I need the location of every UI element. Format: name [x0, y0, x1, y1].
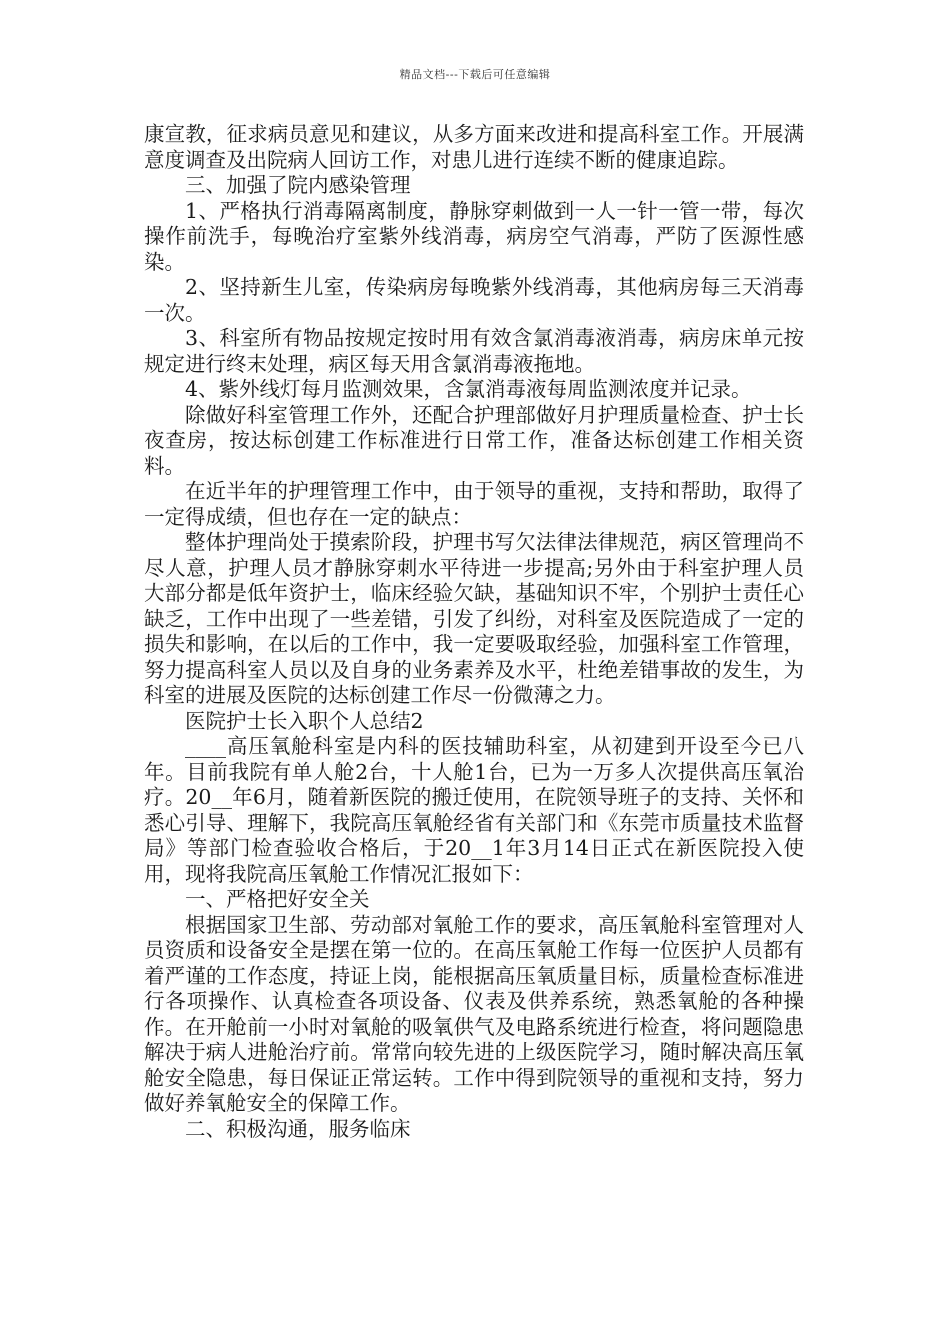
paragraph-9: 整体护理尚处于摸索阶段，护理书写欠法律法律规范，病区管理尚不尽人意，护理人员才静脉穿刺水平待进一步提高;另外由于科室护理人员大部分都是低年资护士，临床经验欠缺，基础知识不牢，个别护士责任心缺乏，工作中出现了一些差错，引发了纠纷，对科室及医院造成了一定的损失和影响，在以后的工作中，我一定要吸取经验，加强科室工作管理，努力提高科室人员以及自身的业务素养及水平，杜绝差错事故的发生，为科室的进展及医院的达标创建工作尽一份微薄之力。 [144, 530, 804, 707]
paragraph-13: 根据国家卫生部、劳动部对氧舱工作的要求，高压氧舱科室管理对人员资质和设备安全是摆在第一位的。在高压氧舱工作每一位医护人员都有着严谨的工作态度，持证上岗，能根据高压氧质量目标，质量检查标准进行各项操作、认真检查各项设备、仪表及供养系统，熟悉氧舱的各种操作。在开舱前一小时对氧舱的吸氧供气及电路系统进行检查，将问题隐患解决于病人进舱治疗前。常常向较先进的上级医院学习，随时解决高压氧舱安全隐患，每日保证正常运转。工作中得到院领导的重视和支持，努力做好养氧舱安全的保障工作。 [144, 912, 804, 1115]
paragraph-8: 在近半年的护理管理工作中，由于领导的重视，支持和帮助，取得了一定得成绩，但也存在一定的缺点： [144, 479, 804, 529]
section-heading-communication: 二、积极沟通，服务临床 [185, 1116, 411, 1141]
section-heading-infection-control: 三、加强了院内感染管理 [185, 173, 411, 197]
section-heading-safety: 一、严格把好安全关 [185, 887, 370, 911]
page-header: 精品文档---下载后可任意编辑 [399, 68, 551, 81]
paragraph-4: 2、坚持新生儿室，传染病房每晚紫外线消毒，其他病房每三天消毒一次。 [144, 275, 804, 325]
paragraph-3: 1、严格执行消毒隔离制度，静脉穿刺做到一人一针一管一带，每次操作前洗手，每晚治疗室紫外线消毒，病房空气消毒，严防了医源性感染。 [144, 198, 804, 274]
document-body [144, 122, 804, 1142]
paragraph-1: 康宣教，征求病员意见和建议，从多方面来改进和提高科室工作。开展满意度调查及出院病人回访工作，对患儿进行连续不断的健康追踪。 [144, 122, 804, 172]
document-title-summary-2: 医院护士长入职个人总结2 [185, 708, 424, 733]
paragraph-11: ____高压氧舱科室是内科的医技辅助科室，从初建到开设至今已八年。目前我院有单人舱2台，十人舱1台，已为一万多人次提供高压氧治疗。20__年6月，随着新医院的搬迁使用，在院领导班子的支持、关怀和悉心引导、理解下，我院高压氧舱经省有关部门和《东莞市质量技术监督局》等部门检查验收合格后，于20__1年3月14日正式在新医院投入使用，现将我院高压氧舱工作情况汇报如下： [144, 734, 804, 886]
paragraph-6: 4、紫外线灯每月监测效果，含氯消毒液每周监测浓度并记录。 [185, 377, 752, 401]
paragraph-5: 3、科室所有物品按规定按时用有效含氯消毒液消毒，病房床单元按规定进行终末处理，病区每天用含氯消毒液拖地。 [144, 326, 804, 376]
paragraph-7: 除做好科室管理工作外，还配合护理部做好月护理质量检查、护士长夜查房，按达标创建工作标准进行日常工作，准备达标创建工作相关资料。 [144, 402, 804, 478]
